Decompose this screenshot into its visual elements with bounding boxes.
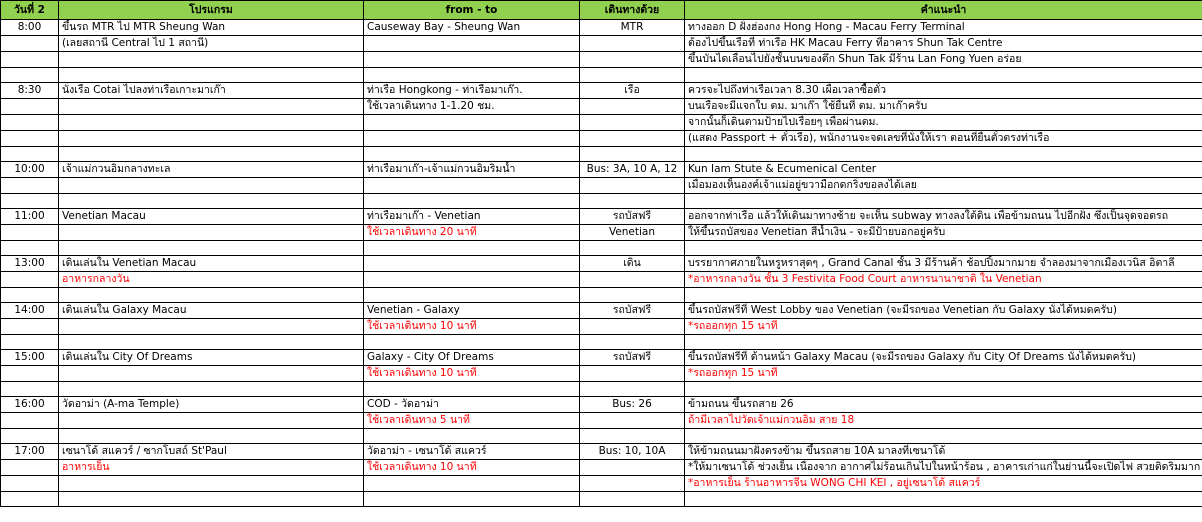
cell-from-to[interactable]: [364, 68, 580, 83]
cell-time[interactable]: [1, 335, 59, 350]
cell-program[interactable]: เซนาโด้ สแควร์ / ซากโบสถ์ St'Paul: [59, 444, 364, 460]
cell-program[interactable]: [59, 52, 364, 68]
cell-advice[interactable]: [685, 288, 1202, 303]
cell-from-to[interactable]: ใช้เวลาเดินทาง 5 นาที: [364, 413, 580, 429]
cell-from-to[interactable]: [364, 429, 580, 444]
header-from-to[interactable]: from - to: [364, 1, 580, 20]
cell-from-to[interactable]: ใช้เวลาเดินทาง 10 นาที: [364, 319, 580, 335]
spacer-row: [1, 147, 1202, 162]
cell-program[interactable]: [59, 115, 364, 131]
cell-advice[interactable]: ออกจากท่าเรือ แล้วให้เดินมาทางซ้าย จะเห็น subway ทางลงใต้ดิน เพื่อข้ามถนน ไปอีกฝั่ง ซึ่งเป็นจุดจอดรถ: [685, 209, 1202, 225]
cell-advice[interactable]: [685, 68, 1202, 83]
table-row: [1, 303, 1202, 319]
cell-time[interactable]: [1, 99, 59, 115]
cell-time[interactable]: [1, 429, 59, 444]
cell-from-to[interactable]: ท่าเรือมาเก๊า-เจ้าแม่กวนอิมริมน้ำ: [364, 162, 580, 178]
cell-advice[interactable]: *รถออกทุก 15 นาที: [685, 366, 1202, 382]
cell-from-to[interactable]: ใช้เวลาเดินทาง 10 นาที: [364, 460, 580, 476]
cell-program[interactable]: อาหารเย็น: [59, 460, 364, 476]
cell-time[interactable]: [1, 272, 59, 288]
cell-from-to[interactable]: วัดอาม่า - เซนาโด้ สแควร์: [364, 444, 580, 460]
cell-time[interactable]: [1, 131, 59, 147]
table-row: [1, 131, 1202, 147]
cell-from-to[interactable]: ใช้เวลาเดินทาง 20 นาที: [364, 225, 580, 241]
table-row: [1, 36, 1202, 52]
cell-advice[interactable]: ขึ้นรถบัสฟรีที่ ด้านหน้า Galaxy Macau (จะมีรถของ Galaxy กับ City Of Dreams นั่งได้หมดครับ): [685, 350, 1202, 366]
cell-transport[interactable]: เรือ: [580, 83, 685, 99]
cell-transport[interactable]: [580, 335, 685, 350]
cell-from-to[interactable]: COD - วัดอาม่า: [364, 397, 580, 413]
cell-program[interactable]: นั่งเรือ Cotai ไปลงท่าเรือเกาะมาเก๊า: [59, 83, 364, 99]
cell-transport[interactable]: เดิน: [580, 256, 685, 272]
cell-transport[interactable]: รถบัสฟรี: [580, 350, 685, 366]
cell-from-to[interactable]: ใช้เวลาเดินทาง 1-1.20 ชม.: [364, 99, 580, 115]
cell-advice[interactable]: ให้ขึ้นรถบัสของ Venetian สีน้ำเงิน - จะมีป้ายบอกอยู่ครับ: [685, 225, 1202, 241]
cell-from-to[interactable]: [364, 178, 580, 194]
cell-time[interactable]: 10:00: [1, 162, 59, 178]
cell-transport[interactable]: [580, 241, 685, 256]
cell-transport[interactable]: [580, 194, 685, 209]
table-row: [1, 460, 1202, 476]
cell-time[interactable]: [1, 319, 59, 335]
table-row: [1, 209, 1202, 225]
cell-transport[interactable]: [580, 68, 685, 83]
cell-advice[interactable]: [685, 147, 1202, 162]
cell-advice[interactable]: ทางออก D ฝั่งฮ่องกง Hong Hong - Macau Ferry Terminal: [685, 20, 1202, 36]
cell-advice[interactable]: จากนั้นก็เดินตามป้ายไปเรื่อยๆ เพื่อผ่านตม.: [685, 115, 1202, 131]
cell-from-to[interactable]: [364, 476, 580, 492]
cell-transport[interactable]: Venetian: [580, 225, 685, 241]
cell-time[interactable]: 8:30: [1, 83, 59, 99]
cell-from-to[interactable]: [364, 492, 580, 507]
cell-from-to[interactable]: [364, 36, 580, 52]
cell-advice[interactable]: [685, 194, 1202, 209]
cell-advice[interactable]: *รถออกทุก 15 นาที: [685, 319, 1202, 335]
cell-advice[interactable]: *อาหารเย็น ร้านอาหารจีน WONG CHI KEI , อยู่เซนาโด้ สแควร์: [685, 476, 1202, 492]
cell-time[interactable]: [1, 225, 59, 241]
cell-transport[interactable]: Bus: 3A, 10 A, 12: [580, 162, 685, 178]
cell-from-to[interactable]: [364, 288, 580, 303]
cell-advice[interactable]: *ให้มาเซนาโด้ ช่วงเย็น เนื่องจาก อากาศไม่ร้อนเกินไปในหน้าร้อน , อาคารเก่าแก่ในย่านนี้จะเปิดไฟ สวยติดริมมาก: [685, 460, 1202, 476]
cell-advice[interactable]: [685, 429, 1202, 444]
cell-time[interactable]: [1, 52, 59, 68]
table-row: [1, 115, 1202, 131]
spacer-row: [1, 194, 1202, 209]
cell-from-to[interactable]: [364, 147, 580, 162]
cell-transport[interactable]: [580, 476, 685, 492]
cell-time[interactable]: [1, 147, 59, 162]
cell-time[interactable]: 8:00: [1, 20, 59, 36]
cell-time[interactable]: [1, 492, 59, 507]
cell-transport[interactable]: [580, 272, 685, 288]
cell-from-to[interactable]: Causeway Bay - Sheung Wan: [364, 20, 580, 36]
table-row: [1, 83, 1202, 99]
cell-program[interactable]: (เลยสถานี Central ไป 1 สถานี): [59, 36, 364, 52]
cell-transport[interactable]: [580, 288, 685, 303]
table-row: [1, 319, 1202, 335]
cell-advice[interactable]: *อาหารกลางวัน ชั้น 3 Festivita Food Court อาหารนานาชาติ ใน Venetian: [685, 272, 1202, 288]
cell-time[interactable]: [1, 36, 59, 52]
cell-from-to[interactable]: [364, 272, 580, 288]
cell-program[interactable]: [59, 319, 364, 335]
cell-program[interactable]: [59, 99, 364, 115]
cell-from-to[interactable]: ท่าเรือมาเก๊า - Venetian: [364, 209, 580, 225]
table-row: [1, 413, 1202, 429]
cell-from-to[interactable]: [364, 194, 580, 209]
cell-from-to[interactable]: [364, 382, 580, 397]
cell-transport[interactable]: Bus: 26: [580, 397, 685, 413]
cell-time[interactable]: [1, 366, 59, 382]
cell-program[interactable]: [59, 131, 364, 147]
spacer-row: [1, 492, 1202, 507]
cell-from-to[interactable]: Galaxy - City Of Dreams: [364, 350, 580, 366]
cell-program[interactable]: [59, 147, 364, 162]
cell-program[interactable]: ขึ้นรถ MTR ไป MTR Sheung Wan: [59, 20, 364, 36]
cell-time[interactable]: [1, 460, 59, 476]
cell-program[interactable]: [59, 382, 364, 397]
header-row: [1, 1, 1202, 20]
cell-program[interactable]: วัดอาม่า (A-ma Temple): [59, 397, 364, 413]
cell-time[interactable]: [1, 288, 59, 303]
cell-advice[interactable]: ถ้ามีเวลาไปวัดเจ้าแม่กวนอิม สาย 18: [685, 413, 1202, 429]
cell-program[interactable]: [59, 288, 364, 303]
cell-program[interactable]: เดินเล่นใน Galaxy Macau: [59, 303, 364, 319]
cell-time[interactable]: [1, 413, 59, 429]
cell-advice[interactable]: ต้องไปขึ้นเรือที่ ท่าเรือ HK Macau Ferry ที่อาคาร Shun Tak Centre: [685, 36, 1202, 52]
table-row: [1, 444, 1202, 460]
cell-time[interactable]: 16:00: [1, 397, 59, 413]
table-row: [1, 366, 1202, 382]
cell-program[interactable]: [59, 178, 364, 194]
cell-transport[interactable]: [580, 460, 685, 476]
table-row: [1, 20, 1202, 36]
table-row: [1, 162, 1202, 178]
cell-advice[interactable]: [685, 382, 1202, 397]
spacer-row: [1, 429, 1202, 444]
table-row: [1, 397, 1202, 413]
table-row: [1, 225, 1202, 241]
table-body: [1, 20, 1202, 507]
cell-transport[interactable]: รถบัสฟรี: [580, 209, 685, 225]
cell-from-to[interactable]: ท่าเรือ Hongkong - ท่าเรือมาเก๊า.: [364, 83, 580, 99]
table-row: [1, 256, 1202, 272]
cell-program[interactable]: [59, 366, 364, 382]
cell-advice[interactable]: ควรจะไปถึงท่าเรือเวลา 8.30 เผื่อเวลาซื้อตั๋ว: [685, 83, 1202, 99]
cell-time[interactable]: [1, 194, 59, 209]
header-day[interactable]: วันที่ 2: [1, 1, 59, 20]
cell-transport[interactable]: [580, 413, 685, 429]
cell-transport[interactable]: Bus: 10, 10A: [580, 444, 685, 460]
spacer-row: [1, 382, 1202, 397]
table-row: [1, 178, 1202, 194]
cell-transport[interactable]: [580, 115, 685, 131]
cell-program[interactable]: อาหารกลางวัน: [59, 272, 364, 288]
cell-time[interactable]: [1, 241, 59, 256]
cell-program[interactable]: [59, 225, 364, 241]
cell-transport[interactable]: [580, 178, 685, 194]
header-advice[interactable]: คำแนะนำ: [685, 1, 1202, 20]
cell-program[interactable]: [59, 413, 364, 429]
cell-transport[interactable]: [580, 382, 685, 397]
table-row: [1, 99, 1202, 115]
cell-time[interactable]: 13:00: [1, 256, 59, 272]
cell-time[interactable]: [1, 68, 59, 83]
cell-time[interactable]: 14:00: [1, 303, 59, 319]
cell-program[interactable]: [59, 241, 364, 256]
cell-from-to[interactable]: [364, 52, 580, 68]
header-program[interactable]: โปรแกรม: [59, 1, 364, 20]
cell-transport[interactable]: [580, 319, 685, 335]
cell-advice[interactable]: ให้ข้ามถนนมาฝั่งตรงข้าม ขึ้นรถสาย 10A มาลงที่เซนาโด้: [685, 444, 1202, 460]
cell-time[interactable]: [1, 178, 59, 194]
cell-time[interactable]: 11:00: [1, 209, 59, 225]
cell-program[interactable]: [59, 492, 364, 507]
cell-transport[interactable]: [580, 492, 685, 507]
cell-from-to[interactable]: [364, 131, 580, 147]
cell-program[interactable]: [59, 429, 364, 444]
cell-advice[interactable]: Kun Iam Stute & Ecumenical Center: [685, 162, 1202, 178]
cell-program[interactable]: เจ้าแม่กวนอิมกลางทะเล: [59, 162, 364, 178]
cell-program[interactable]: [59, 194, 364, 209]
cell-advice[interactable]: ขึ้นรถบัสฟรีที่ West Lobby ของ Venetian (จะมีรถของ Venetian กับ Galaxy นั่งได้หมดครับ): [685, 303, 1202, 319]
cell-advice[interactable]: บรรยากาศภายในหรูหราสุดๆ , Grand Canal ชั้น 3 มีร้านค้า ช้อปปิ้งมากมาย จำลองมาจากเมืองเวนิส อิตาลี: [685, 256, 1202, 272]
cell-advice[interactable]: (แสดง Passport + ตั๋วเรือ), พนักงานจะจดเลขที่นั่งให้เรา ตอนที่ยื่นตั๋วตรงท่าเรือ: [685, 131, 1202, 147]
header-transport[interactable]: เดินทางด้วย: [580, 1, 685, 20]
cell-program[interactable]: เดินเล่นใน City Of Dreams: [59, 350, 364, 366]
cell-program[interactable]: [59, 476, 364, 492]
cell-advice[interactable]: [685, 492, 1202, 507]
cell-time[interactable]: [1, 382, 59, 397]
cell-from-to[interactable]: [364, 241, 580, 256]
cell-advice[interactable]: ข้ามถนน ขึ้นรถสาย 26: [685, 397, 1202, 413]
spacer-row: [1, 68, 1202, 83]
table-row: [1, 476, 1202, 492]
spacer-row: [1, 335, 1202, 350]
table-row: [1, 350, 1202, 366]
cell-program[interactable]: เดินเล่นใน Venetian Macau: [59, 256, 364, 272]
cell-advice[interactable]: เมื่อมองเห็นองค์เจ้าแม่อยู่ขวามือกดกริ่งขอลงได้เลย: [685, 178, 1202, 194]
cell-advice[interactable]: [685, 335, 1202, 350]
cell-program[interactable]: Venetian Macau: [59, 209, 364, 225]
cell-transport[interactable]: [580, 147, 685, 162]
cell-program[interactable]: [59, 68, 364, 83]
cell-time[interactable]: 17:00: [1, 444, 59, 460]
cell-time[interactable]: 15:00: [1, 350, 59, 366]
table-row: [1, 52, 1202, 68]
spacer-row: [1, 288, 1202, 303]
cell-from-to[interactable]: [364, 335, 580, 350]
cell-transport[interactable]: [580, 52, 685, 68]
cell-from-to[interactable]: ใช้เวลาเดินทาง 10 นาที: [364, 366, 580, 382]
cell-transport[interactable]: [580, 131, 685, 147]
cell-program[interactable]: [59, 335, 364, 350]
spacer-row: [1, 241, 1202, 256]
cell-transport[interactable]: MTR: [580, 20, 685, 36]
cell-transport[interactable]: [580, 366, 685, 382]
table-row: [1, 272, 1202, 288]
cell-time[interactable]: [1, 476, 59, 492]
cell-time[interactable]: [1, 115, 59, 131]
cell-from-to[interactable]: Venetian - Galaxy: [364, 303, 580, 319]
cell-advice[interactable]: บนเรือจะมีแจกใบ ตม. มาเก๊า ใช้ยื่นที่ ตม. มาเก๊าครับ: [685, 99, 1202, 115]
cell-transport[interactable]: [580, 429, 685, 444]
cell-from-to[interactable]: [364, 256, 580, 272]
cell-advice[interactable]: ขึ้นบันไดเลื่อนไปยังชั้นบนของตึก Shun Tak มีร้าน Lan Fong Yuen อร่อย: [685, 52, 1202, 68]
cell-transport[interactable]: [580, 36, 685, 52]
cell-transport[interactable]: [580, 99, 685, 115]
cell-from-to[interactable]: [364, 115, 580, 131]
cell-transport[interactable]: รถบัสฟรี: [580, 303, 685, 319]
cell-advice[interactable]: [685, 241, 1202, 256]
